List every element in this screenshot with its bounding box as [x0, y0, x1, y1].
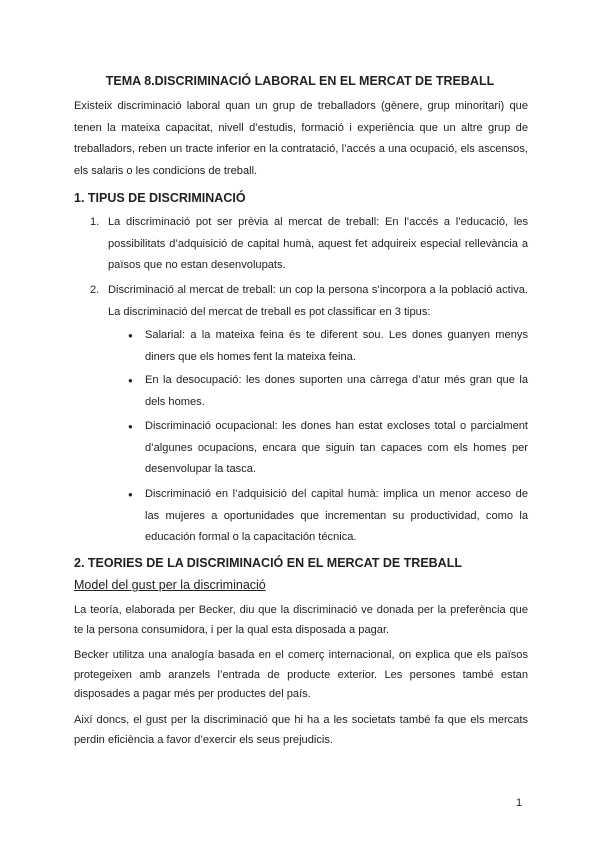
bullet-icon: ● [128, 376, 133, 385]
page-number: 1 [516, 797, 523, 809]
list-number-1: 1. [90, 216, 100, 228]
section-1-heading: 1. TIPUS DE DISCRIMINACIÓ [74, 191, 246, 205]
intro-paragraph: Existeix discriminació laboral quan un grup de treballadors (gènere, grup minoritari) que tenen la mateixa capacitat, nivell d’estudis, formació i experiència que un altre grup de treballadors, reben un tracte inferior en la contratació, l’accés a una ocupació, els ascensos, els salaris o les condicions de treball. [74, 100, 528, 177]
theory-paragraph-1: La teoría, elaborada per Becker, diu que la discriminació ve donada per la preferència que te la persona consumidora, i per la qual esta disposada a pagar. [74, 604, 528, 636]
theory-paragraph-2: Becker utilitza una analogía basada en el comerç internacional, on explica que els països protegeixen amb aranzels l’entrada de producte exterior. Les persones també estan disposades a pagar més per productes del país. [74, 649, 528, 701]
document-title: TEMA 8.DISCRIMINACIÓ LABORAL EN EL MERCAT DE TREBALL [105, 74, 495, 88]
bullet-item-capital-huma: Discriminació en l’adquisició del capital humà: implica un menor acceso de las mujeres a oportunidades que incrementan su productividad, como la educación formal o la capacitación técnica. [145, 488, 528, 544]
bullet-item-salarial: Salarial: a la mateixa feina és te diferent sou. Les dones guanyen menys diners que els homes fent la mateixa feina. [145, 329, 528, 363]
list-item-1: La discriminació pot ser prèvia al mercat de treball: En l’accés a l’educació, les possibilitats d’adquisició de capital humà, aquest fet adquireix especial rellevància a països que no estan desenvolupats. [108, 216, 528, 272]
bullet-item-desocupacio: En la desocupació: les dones suporten una càrrega d’atur més gran que la dels homes. [145, 374, 528, 408]
section-2-heading: 2. TEORIES DE LA DISCRIMINACIÓ EN EL MERCAT DE TREBALL [74, 556, 462, 570]
bullet-icon: ● [128, 422, 133, 431]
theory-paragraph-3: Així doncs, el gust per la discriminació que hi ha a les societats també fa que els mercats perdin eficiència a favor d’exercir els seus prejudicis. [74, 714, 528, 746]
bullet-icon: ● [128, 331, 133, 340]
list-item-2: Discriminació al mercat de treball: un cop la persona s’incorpora a la població activa. La discriminació del mercat de treball es pot classificar en 3 tipus: [108, 284, 528, 318]
list-number-2: 2. [90, 284, 100, 296]
bullet-item-ocupacional: Discriminació ocupacional: les dones han estat excloses total o parcialment d’algunes ocupacions, encara que siguin tan capaces com els homes per desenvolupar la tasca. [145, 420, 528, 476]
bullet-icon: ● [128, 490, 133, 499]
subsection-heading: Model del gust per la discriminació [74, 578, 266, 592]
